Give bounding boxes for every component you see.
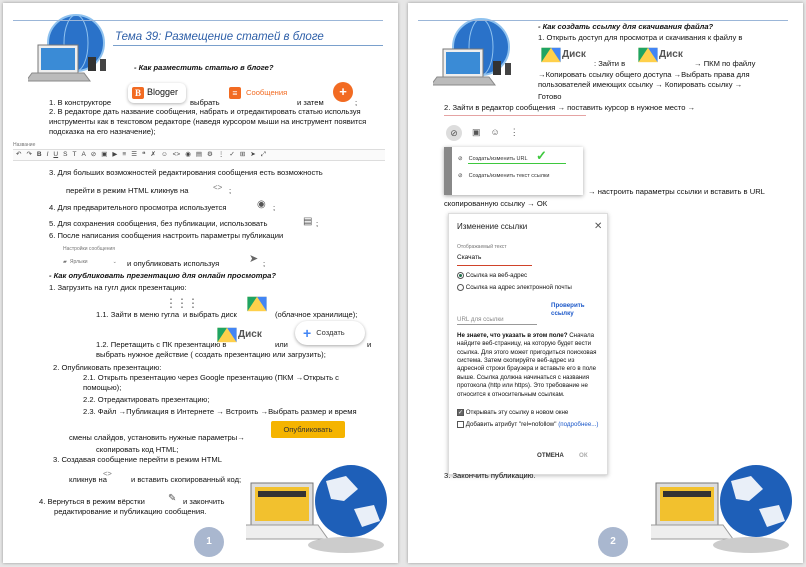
publish-step-2: 2. Опубликовать презентацию: [53,363,162,372]
compose-mode-icon: ✎ [168,493,177,504]
page-number-badge-2: 2 [598,527,628,557]
menu-item1-label: Создать/изменить URL [468,156,528,162]
link-icon-3: ⊘ [458,156,463,162]
step-1-post: и затем [297,98,324,107]
nofollow-checkbox [457,421,464,428]
publish-send-icon: ➤ [249,253,259,265]
color-icon: A [81,150,86,158]
help-text: Сначала найдите веб-страницу, на которую будет вести ссылка. Для этого может пригодиться поисковая система. Затем скопируйте веб-адрес из адресной строки браузера и вставьте его в поле выше. Ссылка должна начинаться с названия протокола (http или https). Это требование не относится к относительным ссылкам. [457,332,597,398]
header-rule [13,20,383,21]
label-tag-icon: ▰ [63,259,67,265]
page-number-badge: 1 [194,527,224,557]
step-2-text: 2. В редакторе дать название сообщения, набрать и отредактировать статью используя инструменты как в текстовом редакторе (наведя курсором мыши на инструмент появится подсказка на его назначение); [49,107,367,136]
link-step-4: 3. Закончить публикацию. [444,471,536,480]
link-step-3: → настроить параметры ссылки и вставить в URL [588,187,765,196]
red-rule [444,115,586,116]
apps-grid-icon: ⋮⋮⋮ [165,296,198,310]
save-icon: ▤ [195,150,203,158]
arrow-icon: ➤ [250,150,256,158]
html-code-icon: <> [213,183,223,192]
posts-icon: ≡ [229,87,241,99]
labels-chevron-icon: ⌄ [112,259,117,265]
video-icon: ▶ [112,150,118,158]
step-1-2-post: выбрать нужное действие ( создать презентацию или загрузить); [96,350,326,359]
font-size-icon: T [72,150,77,158]
step-2-3b-text: смены слайдов, установить нужные параметры→ [69,433,245,442]
step-3a-text: 3. Для больших возможностей редактирования сообщения есть возможность [49,168,323,177]
google-drive-logo [219,328,262,341]
step-1-1-text: 1.1. Зайти в меню гугла [96,310,180,319]
page-2 [408,3,803,563]
and-text: и [367,340,372,349]
step-2-3c-text: скопировать код HTML; [96,445,179,454]
step-1-end: ; [355,98,358,107]
display-text-underline [457,265,532,266]
step-6-end: ; [263,259,266,268]
radio-web [457,272,464,279]
google-drive-logo-3 [640,48,683,61]
new-post-plus-icon: + [333,82,353,102]
image-icon-2: ▣ [472,127,481,138]
step-5-end: ; [316,219,319,228]
step-4-end: ; [273,203,276,212]
step-1-1-mid: и выбрать диск [183,310,237,319]
question-heading-1: - Как разместить статью в блоге? [134,63,274,72]
menu-left-bar [444,147,452,195]
eye-icon: ◉ [257,199,266,210]
link-step-3b: скопированную ссылку → ОК [444,199,548,208]
display-text-label: Отображаемый текст [457,244,507,250]
ok-button: ОК [579,452,588,459]
step-1-2-text: 1.2. Перетащить с ПК презентацию в [96,340,227,349]
step-3-click: кликнув на [69,475,107,484]
link-step-1b: : Зайти в [594,59,626,68]
posts-menu-item [229,87,287,99]
new-window-row [457,409,568,417]
laptop-globe-clipart-2 [433,13,521,93]
underline-icon: U [53,150,59,158]
nofollow-row [457,421,599,429]
google-drive-icon [249,298,265,310]
preview-icon: ◉ [185,150,191,158]
emoji-icon: ☺ [160,150,168,158]
new-window-label: Открывать эту ссылку в новом окне [465,409,569,417]
more-icon: ⋮ [217,150,225,158]
save-disk-icon: ▤ [303,216,313,227]
green-underline [468,163,566,164]
laptop-puzzle-globe-clipart-2 [651,461,796,559]
blogger-icon: B [132,87,144,99]
edit-link-dialog [448,213,608,475]
step-2-2-text: 2.2. Отредактировать презентацию; [83,395,210,404]
link-step-2: 2. Зайти в редактор сообщения → поставить курсор в нужное место → [444,103,696,112]
list-icon: ☰ [131,150,138,158]
spell-icon: ✓ [229,150,235,158]
close-icon: ✕ [594,221,603,232]
step-4-text: 4. Для предварительного просмотра используется [49,203,227,212]
html-code-icon-2: <> [103,469,112,478]
laptop-puzzle-globe-clipart [246,461,391,559]
radio-web-label: Ссылка на веб-адрес [465,272,528,280]
radio-web-row [457,272,527,280]
step-6-text: 6. После написания сообщения настроить параметры публикации [49,231,284,240]
question-heading-3: - Как создать ссылку для скачивания файла? [538,22,714,31]
emoji-icon-2: ☺ [490,127,500,138]
step-1-text: 1. В конструкторе [49,98,112,107]
new-window-checkbox: ✓ [458,410,464,416]
link-step-1e: Готово [538,92,562,101]
cancel-button: ОТМЕНА [537,452,564,459]
google-drive-logo-2 [543,48,586,61]
quote-icon: ❝ [142,150,146,158]
link-icon: ⊘ [90,150,97,158]
image-icon: ▣ [101,150,108,158]
undo-icon: ↶ [16,150,22,158]
step-2-1-text: 2.1. Открыть презентацию через Google презентацию (ПКМ →Открыть с помощью); [83,373,339,392]
display-text-input: Скачать [457,254,482,261]
step-1-mid: выбрать [190,98,220,107]
url-underline [457,324,537,325]
radio-email-row [457,284,572,292]
editor-mini-toolbar [446,125,519,141]
help-bold: Не знаете, что указать в этом поле? [457,332,568,339]
nofollow-label: Добавить атрибут "rel=nofollow" [465,421,557,429]
blogger-logo [128,83,186,103]
redo-icon: ↷ [26,150,32,158]
drive-label: Диск [238,329,262,340]
post-settings-label: Настройки сообщения [63,246,115,252]
menu-item2-label: Создать/изменить текст ссылки [468,173,550,179]
publish-button: Опубликовать [271,421,345,438]
strike-icon: S [63,150,68,158]
help-block [457,332,601,399]
title-rule [113,45,383,46]
link-step-1d: →Копировать ссылку общего доступа →Выбрать права для пользователей имеющих ссылку → Копировать ссылку → [538,70,750,89]
table-icon: ⊞ [239,150,246,158]
link-icon-active: ⊘ [446,125,462,141]
labels-row [63,259,117,266]
dialog-title: Изменение ссылки [457,222,528,231]
green-check-icon: ✓ [536,148,547,163]
align-icon: ≡ [122,150,127,158]
radio-email [457,284,464,291]
radio-email-label: Ссылка на адрес электронной почты [465,284,572,292]
drive-label-3: Диск [659,49,683,60]
laptop-globe-clipart [28,9,116,89]
editor-toolbar [13,149,385,161]
load-step-1: 1. Загрузить на гугл диск презентацию: [49,283,187,292]
step-2-3-text: 2.3. Файл →Публикация в Интернете → Встроить →Выбрать размер и время [83,407,357,416]
step-5-text: 5. Для сохранения сообщения, без публикации, использовать [49,219,268,228]
step-6b-text: и опубликовать используя [127,259,220,268]
step-4-finish: и закончить [183,497,225,506]
or-text: или [275,340,288,349]
step-3-end: ; [229,186,232,195]
code-icon: <> [172,150,181,158]
link-step-1: 1. Открыть доступ для просмотра и скачивания к файлу в [538,33,743,42]
drive-label-2: Диск [562,49,586,60]
blogger-label: Blogger [147,87,179,98]
create-label: Создать [316,328,345,338]
step-4-return: 4. Вернуться в режим вёрстки [39,497,145,506]
drive-create-button [295,321,365,345]
url-input: URL для ссылки [457,316,504,323]
menu-item-create-text [458,173,549,180]
editor-title-label: Название [13,142,36,148]
page-title: Тема 39: Размещение статей в блоге [115,31,324,43]
expand-icon: ⤢ [260,150,266,158]
step-3-paste: и вставить скопированный код; [131,475,242,484]
step-3-html: 3. Создавая сообщение перейти в режим HTML [53,455,222,464]
check-link: Проверить ссылку [551,302,585,318]
labels-label: Ярлыки [69,259,88,265]
step-1-1-post: (облачное хранилище); [275,310,358,319]
page-1 [3,3,398,563]
header-rule-2 [418,20,788,21]
bold-icon: B [36,150,42,158]
more-link: (подробнее...) [558,421,599,429]
clear-format-icon: ✗ [150,150,156,158]
posts-label: Сообщения [246,88,288,98]
italic-icon: I [46,150,49,158]
link-icon-4: ⊘ [458,173,463,179]
link-context-menu [444,147,583,195]
settings-icon: ⚙ [207,150,213,158]
more-vert-icon: ⋮ [509,127,519,138]
step-4c-text: редактирование и публикацию сообщения. [54,507,207,516]
link-step-1c: → ПКМ по файлу [694,59,756,68]
plus-icon: + [303,324,312,341]
step-3b-text: перейти в режим HTML кликнув на [66,186,189,195]
question-heading-2: - Как опубликовать презентацию для онлайн просмотра? [49,271,277,280]
